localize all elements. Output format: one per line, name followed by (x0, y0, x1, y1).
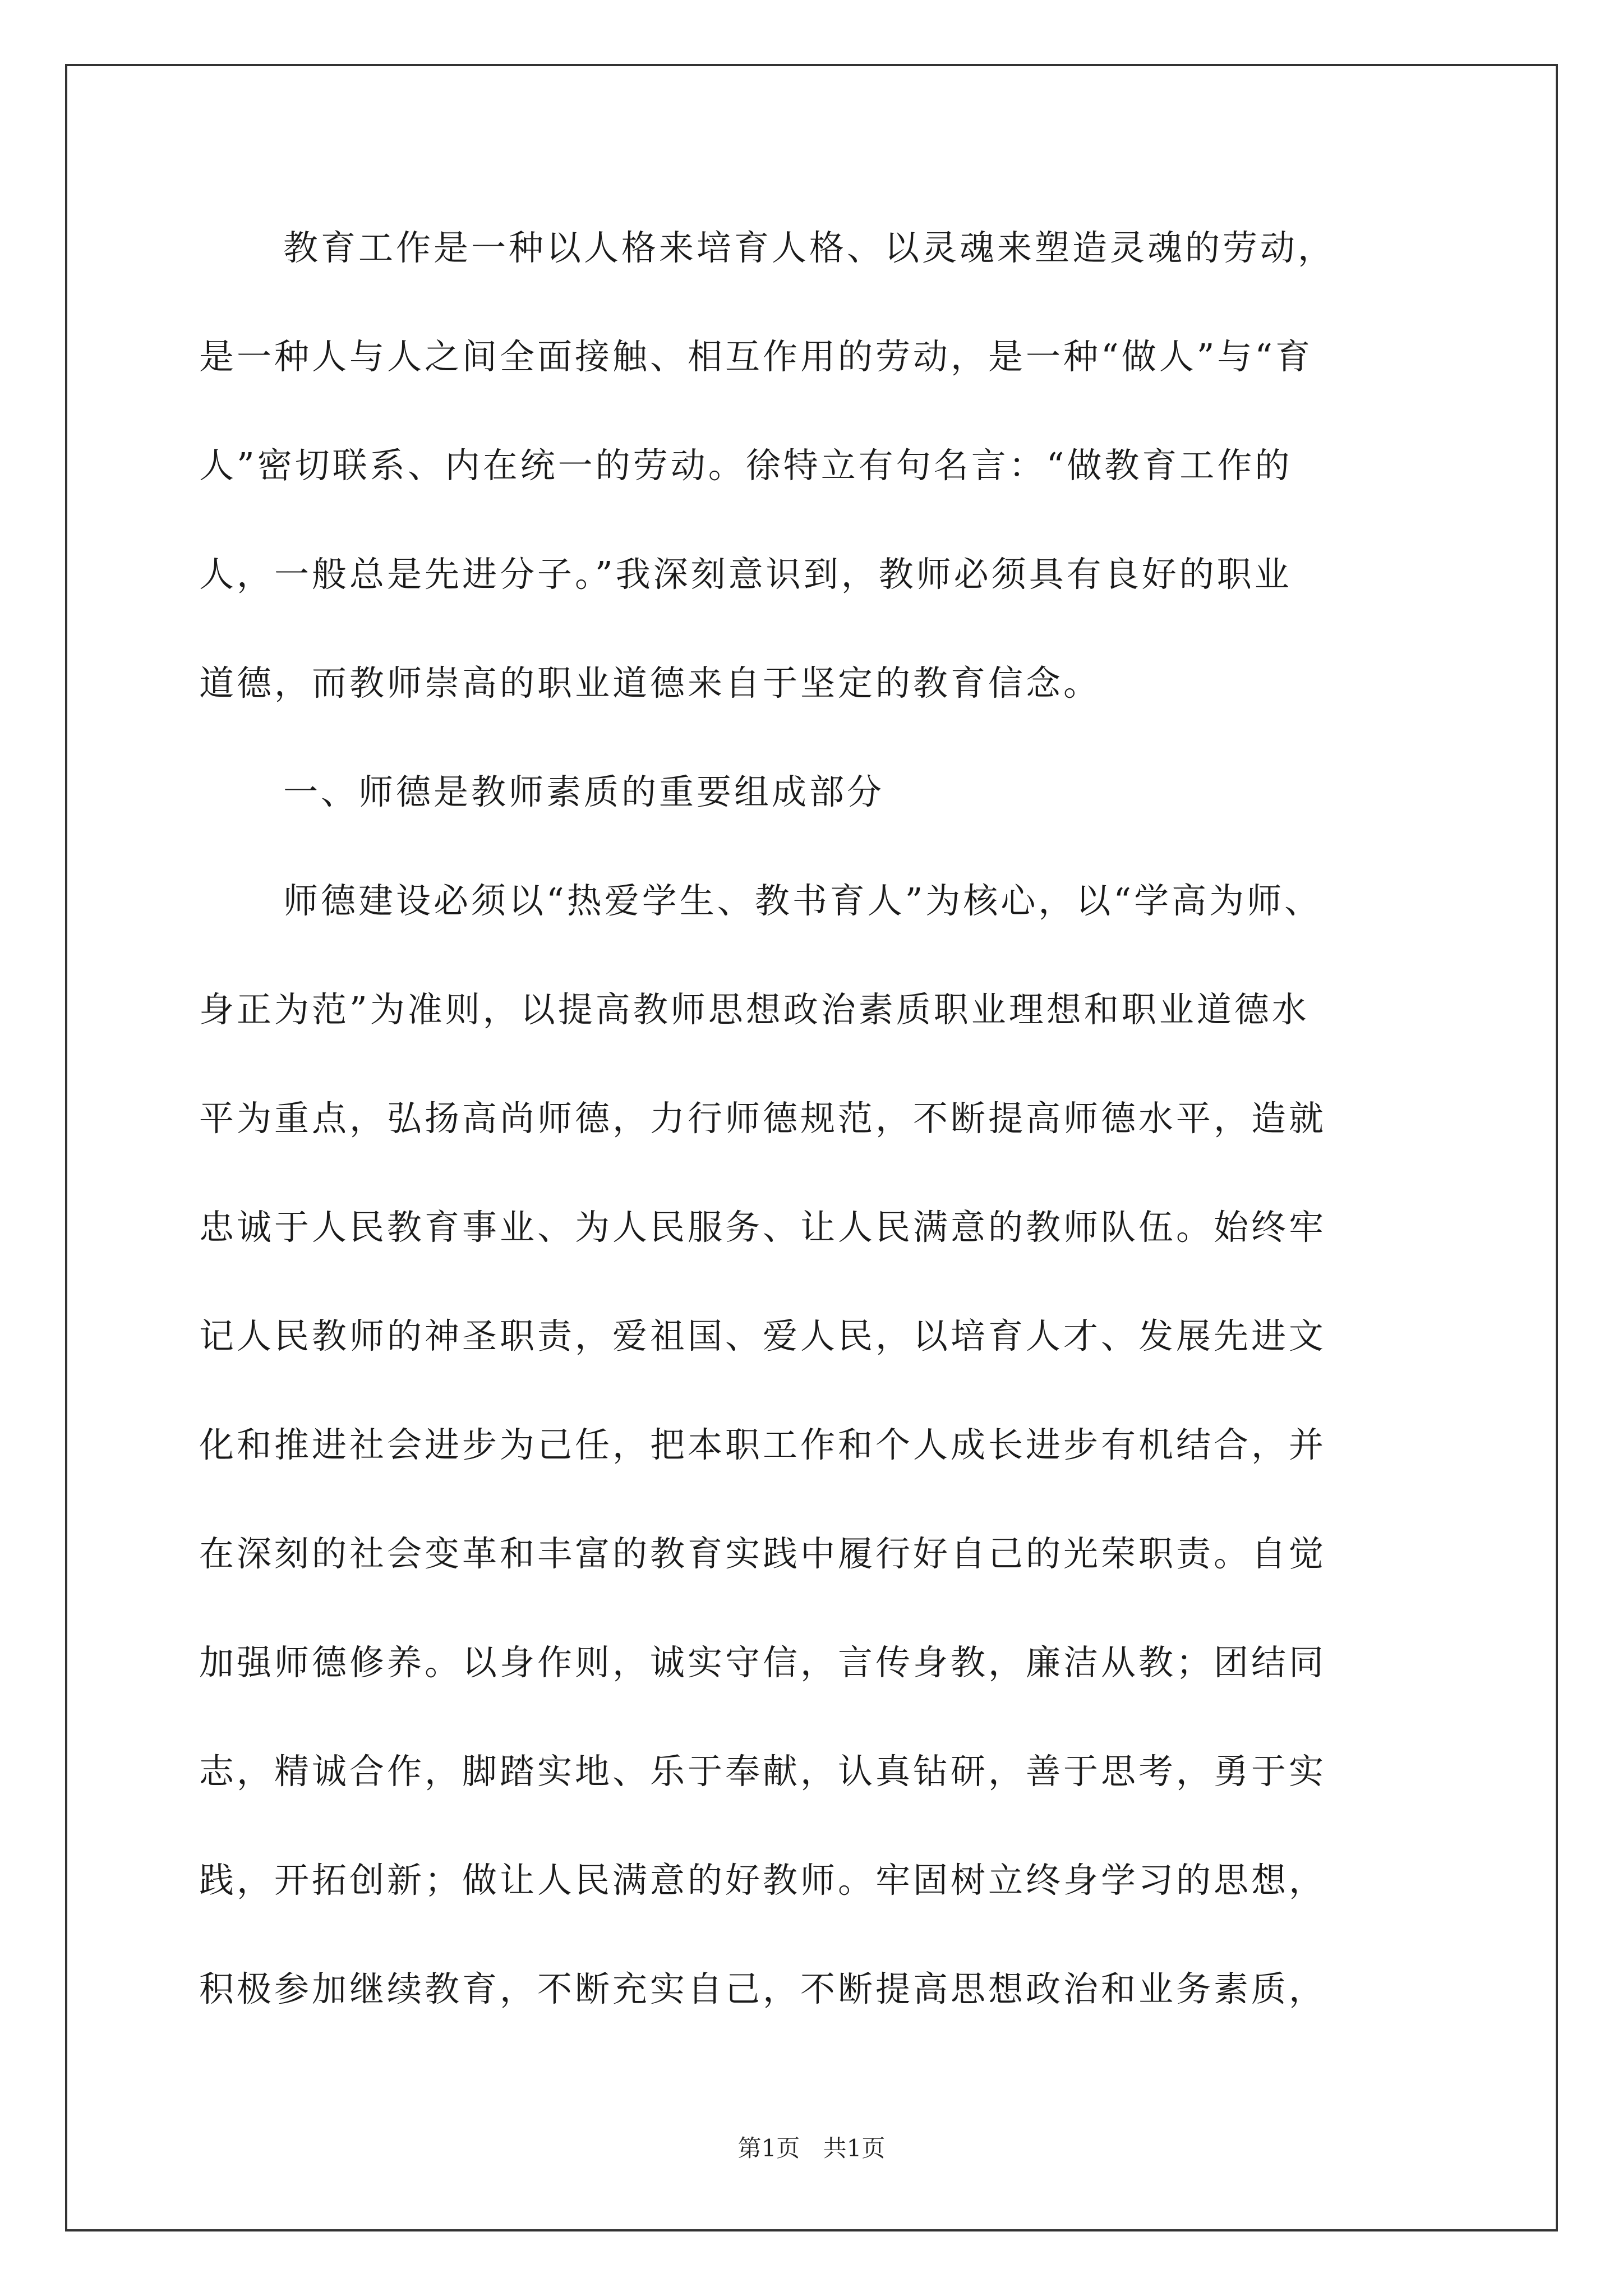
paragraph-line: 加强师德修养。以身作则，诚实守信，言传身教，廉洁从教；团结同 (199, 1642, 1327, 1683)
page-footer (0, 2132, 1623, 2165)
paragraph-line: 忠诚于人民教育事业、为人民服务、让人民满意的教师队伍。始终牢 (199, 1207, 1327, 1248)
paragraph-line: 教育工作是一种以人格来培育人格、以灵魂来塑造灵魂的劳动， (283, 227, 1336, 268)
section-heading: 一、师德是教师素质的重要组成部分 (283, 771, 885, 812)
paragraph-line: 积极参加继续教育，不断充实自己，不断提高思想政治和业务素质， (199, 1968, 1327, 2009)
paragraph-line: 人”密切联系、内在统一的劳动。徐特立有句名言：“做教育工作的 (199, 445, 1293, 486)
paragraph-line: 记人民教师的神圣职责，爱祖国、爱人民，以培育人才、发展先进文 (199, 1315, 1327, 1356)
page-border (65, 64, 1558, 2231)
page-number: 第1页 (737, 2134, 800, 2162)
paragraph-line: 道德，而教师崇高的职业道德来自于坚定的教育信念。 (199, 662, 1101, 703)
paragraph-line: 践，开拓创新；做让人民满意的好教师。牢固树立终身学习的思想， (199, 1860, 1327, 1901)
paragraph-line: 身正为范”为准则，以提高教师思想政治素质职业理想和职业道德水 (199, 989, 1310, 1030)
paragraph-line: 是一种人与人之间全面接触、相互作用的劳动，是一种“做人”与“育 (199, 336, 1313, 377)
paragraph-line: 平为重点，弘扬高尚师德，力行师德规范，不断提高师德水平，造就 (199, 1098, 1327, 1139)
paragraph-line: 人，一般总是先进分子。”我深刻意识到，教师必须具有良好的职业 (199, 554, 1292, 595)
paragraph-line: 在深刻的社会变革和丰富的教育实践中履行好自己的光荣职责。自觉 (199, 1533, 1327, 1574)
page-total: 共1页 (823, 2134, 886, 2162)
paragraph-line: 志，精诚合作，脚踏实地、乐于奉献，认真钻研，善于思考，勇于实 (199, 1751, 1327, 1792)
paragraph-line: 化和推进社会进步为己任，把本职工作和个人成长进步有机结合，并 (199, 1424, 1327, 1465)
paragraph-line: 师德建设必须以“热爱学生、教书育人”为核心，以“学高为师、 (283, 880, 1322, 921)
